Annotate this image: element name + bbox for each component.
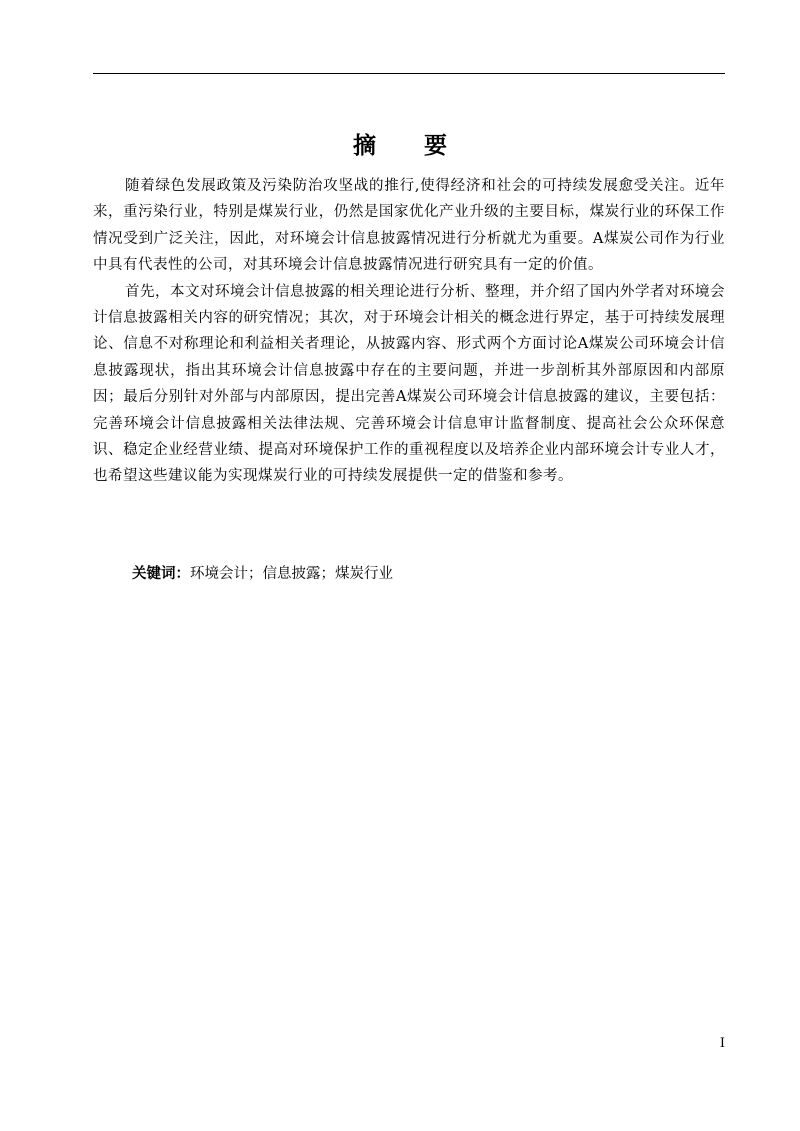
keywords-value: 环境会计；信息披露；煤炭行业 (190, 566, 393, 582)
abstract-paragraph-2: 首先，本文对环境会计信息披露的相关理论进行分析、整理，并介绍了国内外学者对环境会计信息披露相关内容的研究情况；其次，对于环境会计相关的概念进行界定，基于可持续发展理论、信息不对称理论和利益相关者理论，从披露内容、形式两个方面讨论A煤炭公司环境会计信息披露现状，指出其环境会计信息披露中存在的主要问题，并进一步剖析其外部原因和内部原因；最后分别针对外部与内部原因，提出完善A煤炭公司环境会计信息披露的建议，主要包括：完善环境会计信息披露相关法律法规、完善环境会计信息审计监督制度、提高社会公众环保意识、稳定企业经营业绩、提高对环境保护工作的重视程度以及培养企业内部环境会计专业人才，也希望这些建议能为实现煤炭行业的可持续发展提供一定的借鉴和参考。 (93, 283, 725, 485)
abstract-paragraph-1: 随着绿色发展政策及污染防治攻坚战的推行,使得经济和社会的可持续发展愈受关注。近年来，重污染行业，特别是煤炭行业，仍然是国家优化产业升级的主要目标，煤炭行业的环保工作情况受到广泛关注，因此，对环境会计信息披露情况进行分析就尤为重要。A煤炭公司作为行业中具有代表性的公司，对其环境会计信息披露情况进行研究具有一定的价值。 (93, 178, 725, 274)
abstract-body (93, 173, 725, 490)
keywords-label: 关键词： (132, 566, 190, 582)
keywords-line (132, 560, 692, 588)
page-number: I (719, 1036, 725, 1051)
abstract-title: 摘 要 (352, 133, 467, 159)
header-rule (93, 73, 725, 74)
